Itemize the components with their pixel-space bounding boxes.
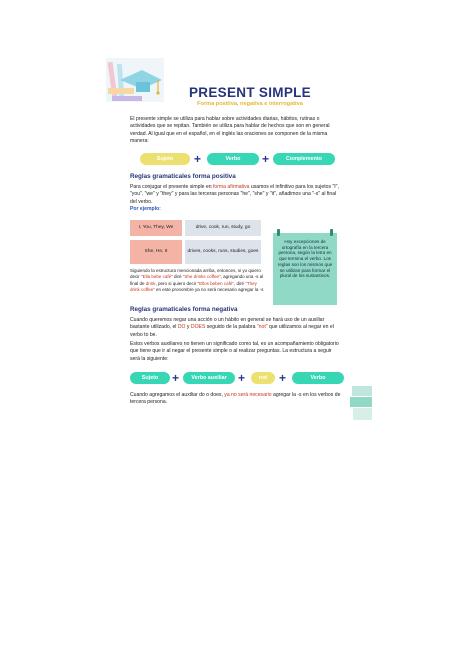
plus-icon: + <box>172 371 180 385</box>
positive-heading: Reglas gramaticales forma positiva <box>130 173 236 180</box>
page-subtitle: Forma positiva, negativa e interrogativa <box>197 101 303 107</box>
table-cell-verbs: drives, cooks, runs, studies, goes <box>185 240 261 264</box>
formula-subject-pill: Sujeto <box>140 153 190 165</box>
formula-complement-pill: Complemento <box>273 153 335 165</box>
plus-icon: + <box>279 371 287 385</box>
formula-not-pill: not <box>251 372 275 384</box>
positive-paragraph: Para conjugar el presente simple en forma afirmativa usamos el infinitivo para los sujetos "I", "you", "we" y "they" y para las terceras personas "he", "she" y "it", añadimos una "-s" al final del verbo. <box>130 184 339 205</box>
plus-icon: + <box>194 152 202 166</box>
pin-icon <box>277 229 280 236</box>
negative-paragraph-1: Cuando queremos negar una acción o un hábito en general se hará uso de un auxiliar bastante utilizado, el DO y DOES seguido de la palabra "not" que utilizamos al negar en el verbo to be. <box>130 317 334 338</box>
book-stack-icon <box>350 386 372 420</box>
formula-verb-pill: Verbo <box>292 372 344 384</box>
negative-paragraph-3: Cuando agregamos el auxiliar do o does, ya no será necesario agregar la -s en los verbos de tercera persona. <box>130 392 341 406</box>
example-label: Por ejemplo: <box>130 206 161 212</box>
table-cell-subjects: I, You, They, We <box>130 220 182 236</box>
graduation-cap-icon <box>106 58 164 110</box>
spelling-note-card <box>273 233 337 305</box>
negative-paragraph-2: Estos verbos auxiliares no tienen un significado como tal, es un acompañamiento obligatorio que tiene que ir al negar el presente simple o al realizar preguntas. La estructura a seguir será la siguiente: <box>130 341 339 362</box>
formula-verb-pill: Verbo <box>207 153 259 165</box>
plus-icon: + <box>262 152 270 166</box>
pin-icon <box>330 229 333 236</box>
page-title: PRESENT SIMPLE <box>189 85 311 100</box>
formula-subject-pill: Sujeto <box>130 372 170 384</box>
note-text: Hoy excepciones de ortografía en la tercera persona, según la letra en que termina el verbo. Los reglas son los mismos que se utilizan para formar el plural de los sustantivos. <box>277 239 333 279</box>
table-cell-subjects: She, He, It <box>130 240 182 264</box>
table-cell-verbs: drive, cook, run, study, go <box>185 220 261 236</box>
intro-paragraph: El presente simple se utiliza para hablar sobre actividades diarias, hábitos, rutinas o actividades que se repitan. También se utiliza para hablar de hechos que son en general verdad. Al igual que en el español, en el inglés las oraciones se componen de la misma manera: <box>130 116 330 144</box>
formula-aux-pill: Verbo auxiliar <box>183 372 235 384</box>
plus-icon: + <box>238 371 246 385</box>
negative-heading: Reglas gramaticales forma negativa <box>130 306 238 313</box>
positive-explanation: Siguiendo la estructura mencionada arriba, entonces, si yo quiero decir "Ella bebe café" diré "She drinks coffee", agregando una -s al final de drink, pero si quiero decir "Ellos beben café", diré "They drink coffee" en este pronombre ya no será necesario agregar la -s <box>130 268 264 292</box>
